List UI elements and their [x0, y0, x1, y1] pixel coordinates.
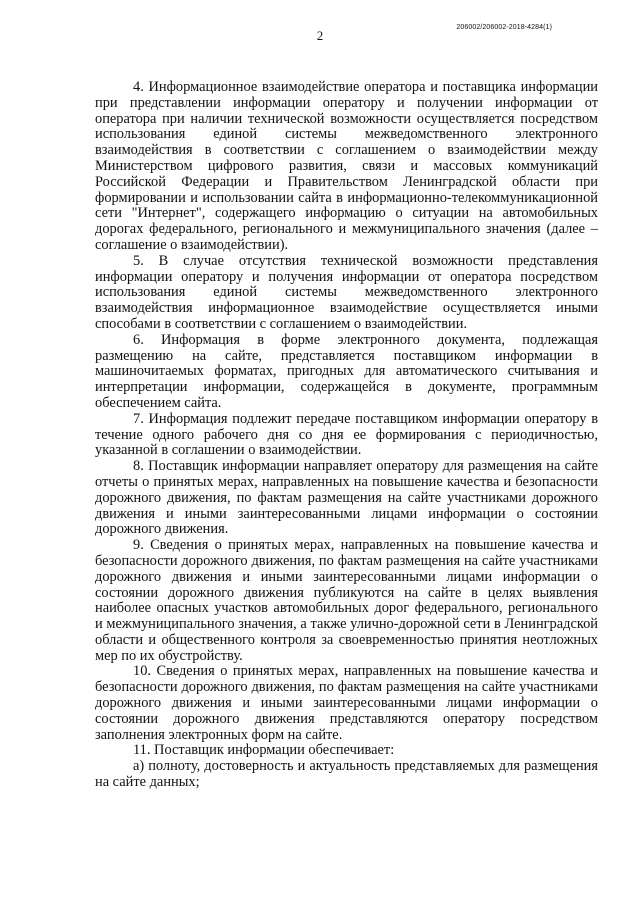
document-body — [95, 80, 598, 791]
list-item-a: а) полноту, достоверность и актуальность представляемых для размещения на сайте данных; — [95, 758, 598, 791]
paragraph-9: 9. Сведения о принятых мерах, направленных на повышение качества и безопасности дорожного движения, по фактам размещения на сайте участниками дорожного движения и иными заинтересованными лицами информации о состоянии дорожного движения публикуются на сайте в целях выявления наиболее опасных участков автомобильных дорог федерального, регионального и межмуниципального значения, а также улично-дорожной сети в Ленинградской области и общественного контроля за своевременностью принятия неотложных мер по их обустройству. — [95, 537, 598, 664]
paragraph-10: 10. Сведения о принятых мерах, направленных на повышение качества и безопасности дорожного движения, по фактам размещения на сайте участниками дорожного движения и иными заинтересованными лицами информации о состоянии дорожного движения представляются оператору посредством заполнения электронных форм на сайте. — [95, 663, 598, 743]
paragraph-8: 8. Поставщик информации направляет оператору для размещения на сайте отчеты о принятых мерах, направленных на повышение качества и безопасности дорожного движения, по фактам размещения на сайте участниками дорожного движения и иными заинтересованными лицами информации о состоянии дорожного движения. — [95, 458, 598, 538]
page-number: 2 — [316, 28, 324, 43]
paragraph-7: 7. Информация подлежит передаче поставщиком информации оператору в течение одного рабочего дня со дня ее формирования с периодичностью, указанной в соглашении о взаимодействии. — [95, 410, 598, 459]
paragraph-4: 4. Информационное взаимодействие оператора и поставщика информации при представлении информации оператору и получении информации от оператора при наличии технической возможности осуществляется посредством использования единой системы межведомственного электронного взаимодействия в соответствии с соглашением о взаимодействии между Министерством цифрового развития, связи и массовых коммуникаций Российской Федерации и Правительством Ленинградской области при формировании и использовании сайта в информационно-телекоммуникационной сети "Интернет", содержащего информацию о ситуации на автомобильных дорогах федерального, регионального и межмуниципального значения (далее – соглашение о взаимодействии). — [95, 79, 598, 253]
document-code: 206002/206002-2018-4284(1) — [456, 24, 552, 31]
paragraph-6: 6. Информация в форме электронного документа, подлежащая размещению на сайте, представляется поставщиком информации в машиночитаемых форматах, пригодных для автоматического считывания и интерпретации информации, содержащейся в документе, программным обеспечением сайта. — [95, 331, 598, 411]
paragraph-5: 5. В случае отсутствия технической возможности представления информации оператору и получения информации от оператора посредством использования единой системы межведомственного электронного взаимодействия информационное взаимодействие осуществляется иными способами в соответствии с соглашением о взаимодействии. — [95, 252, 598, 332]
paragraph-11: 11. Поставщик информации обеспечивает: — [133, 742, 395, 759]
